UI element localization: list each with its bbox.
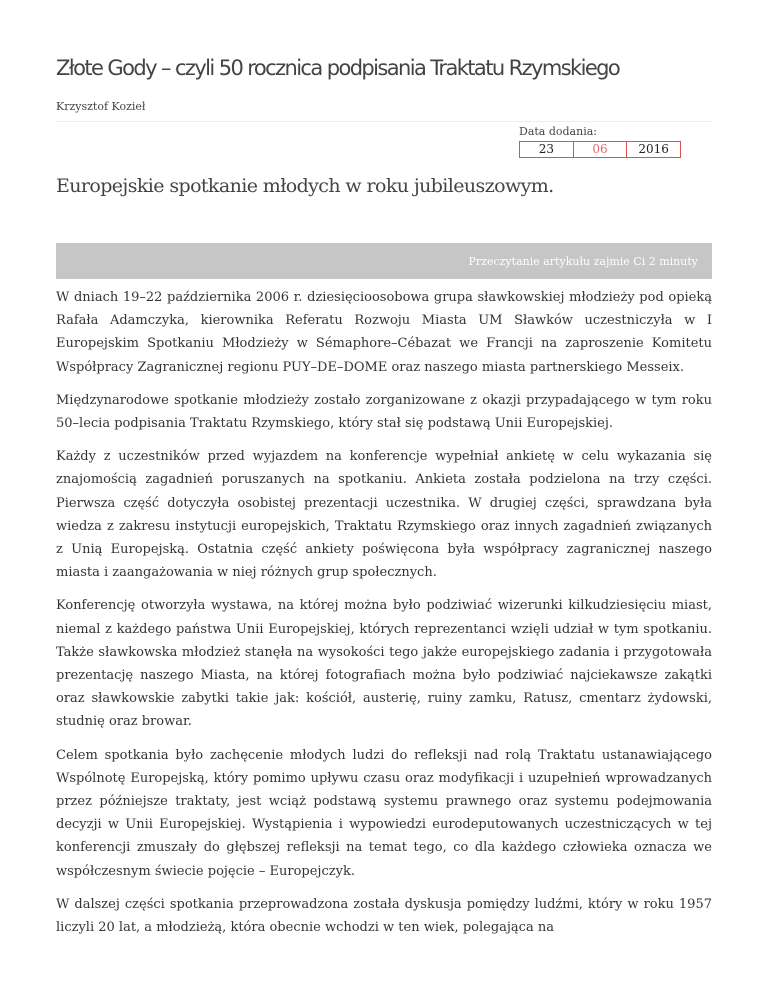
paragraph: W dalszej części spotkania przeprowadzona została dyskusja pomiędzy ludźmi, który w roku 1957 liczyli 20 lat, a młodzieżą, która obecnie wchodzi w ten wiek, polegająca na [56, 896, 712, 936]
date-day: 23 [520, 142, 574, 157]
date-year: 2016 [638, 142, 669, 156]
date-label: Data dodania: [519, 125, 597, 138]
paragraph: Celem spotkania było zachęcenie młodych ludzi do refleksji nad rolą Traktatu ustanawiającego Wspólnotę Europejską, który pomimo upływu czasu oraz modyfikacji i uzupełnień wprowadzanych przez późniejsze traktaty, jest wciąż podstawą systemu prawnego oraz systemu podejmowania decyzji w Unii Europejskiej. Wystąpienia i wypowiedzi eurodeputowanych uczestniczących w tej konferencji zmuszały do głębszej refleksji na temat tego, co dla każdego człowieka oznacza we współczesnym świecie pojęcie – Europejczyk. [56, 747, 712, 879]
header-divider [56, 121, 712, 122]
reading-time-bar [56, 243, 712, 279]
article-title: Złote Gody – czyli 50 rocznica podpisania Traktatu Rzymskiego [56, 56, 620, 80]
article-body [56, 286, 712, 949]
paragraph: Każdy z uczestników przed wyjazdem na konferencje wypełniał ankietę w celu wykazania się znajomością zagadnień poruszanych na spotkaniu. Ankieta została podzielona na trzy części. Pierwsza część dotyczyła osobistej prezentacji uczestnika. W drugiej części, sprawdzana była wiedza z zakresu instytucji europejskich, Traktatu Rzymskiego oraz innych zagadnień związanych z Unią Europejską. Ostatnia część ankiety poświęcona była współpracy zagranicznej naszego miasta i zaangażowania w niej różnych grup społecznych. [56, 449, 712, 581]
article-author[interactable]: Krzysztof Kozieł [56, 100, 146, 113]
paragraph: W dniach 19–22 października 2006 r. dziesięcioosobowa grupa sławkowskiej młodzieży pod opieką Rafała Adamczyka, kierownika Referatu Rozwoju Miasta UM Sławków uczestniczyła w I Europejskim Spotkaniu Młodzieży w Sémaphore–Cébazat we Francji na zaproszenie Komitetu Współpracy Zagranicznej regionu PUY–DE–DOME oraz naszego miasta partnerskiego Messeix. [56, 290, 712, 375]
article-lead: Europejskie spotkanie młodych w roku jubileuszowym. [56, 175, 554, 197]
reading-time-text: Przeczytanie artykułu zajmie Ci 2 minuty [468, 254, 698, 268]
publication-date [519, 141, 681, 158]
paragraph: Międzynarodowe spotkanie młodzieży zostało zorganizowane z okazji przypadającego w tym roku 50–lecia podpisania Traktatu Rzymskiego, który stał się podstawą Unii Europejskiej. [56, 392, 712, 432]
paragraph: Konferencję otworzyła wystawa, na której można było podziwiać wizerunki kilkudziesięciu miast, niemal z każdego państwa Unii Europejskiej, których reprezentanci wzięli udział w tym spotkaniu. Także sławkowska młodzież stanęła na wysokości tego jakże europejskiego zadania i przygotowała prezentację naszego Miasta, na której fotografiach można było podziwiać najciekawsze zakątki oraz sławkowskie zabytki takie jak: kościół, austerię, ruiny zamku, Ratusz, cmentarz żydowski, studnię oraz browar. [56, 598, 712, 730]
date-month: 06 [574, 142, 628, 157]
